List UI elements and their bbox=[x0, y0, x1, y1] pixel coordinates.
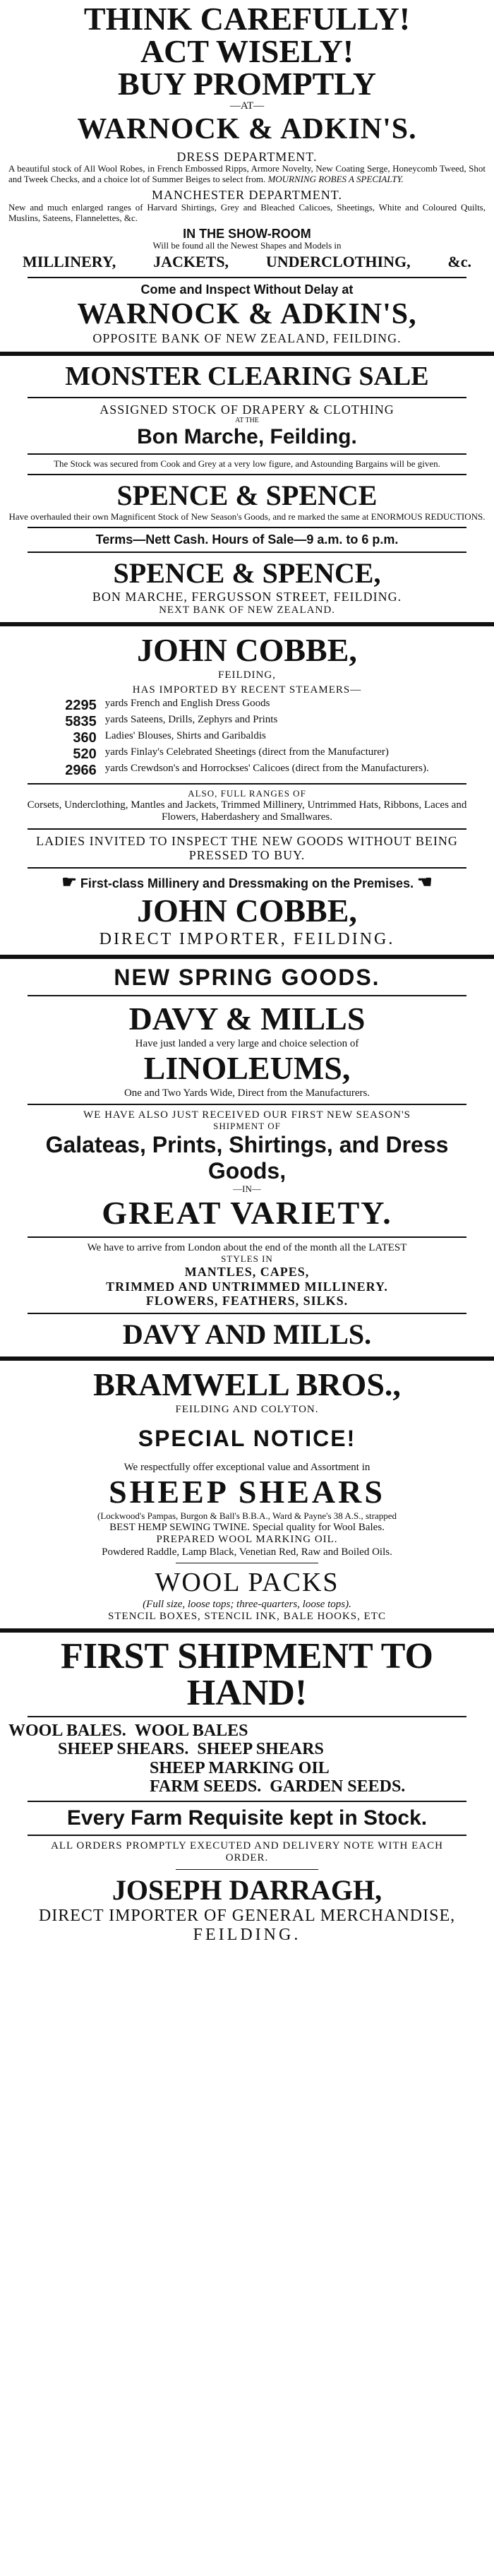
bramwell-bros-ad bbox=[8, 1366, 486, 1623]
in-label: —IN— bbox=[233, 1183, 261, 1194]
arrive-text: We have to arrive from London about the end of the month all the LATEST bbox=[87, 1241, 407, 1253]
divider bbox=[28, 1801, 466, 1802]
manchester-heading: MANCHESTER DEPARTMENT. bbox=[152, 188, 342, 203]
manchester-text: New and much enlarged ranges of Harvard Shirtings, Grey and Bleached Calicoes, Sheetings, White and Coloured Quilts, Muslins, Sateens, Flannelettes, &c. bbox=[8, 201, 486, 223]
divider bbox=[28, 1716, 466, 1717]
raddle-text: Powdered Raddle, Lamp Black, Venetian Red, Raw and Boiled Oils. bbox=[102, 1546, 392, 1558]
styles-in: STYLES IN bbox=[221, 1253, 273, 1265]
headline-buy: BUY PROMPTLY bbox=[118, 66, 376, 102]
sale-title: MONSTER CLEARING SALE bbox=[65, 361, 429, 391]
flowers: FLOWERS, FEATHERS, SILKS. bbox=[145, 1294, 349, 1308]
millinery-line: ☛ First-class Millinery and Dressmaking on the Premises. ☚ bbox=[61, 873, 433, 893]
store-name: Bon Marche, Feilding. bbox=[137, 424, 357, 448]
item-millinery: MILLINERY, bbox=[23, 253, 116, 271]
terms-text: Terms—Nett Cash. Hours of Sale—9 a.m. to 6 p.m. bbox=[95, 532, 399, 547]
firm-name: JOSEPH DARRAGH, bbox=[112, 1873, 382, 1906]
davy-mills-ad bbox=[8, 965, 486, 1351]
list-item: 520 yards Finlay's Celebrated Sheetings (direct from the Manufacturer) bbox=[73, 746, 389, 763]
dress-heading: DRESS DEPARTMENT. bbox=[176, 149, 318, 164]
direct-importer: DIRECT IMPORTER OF GENERAL MERCHANDISE, bbox=[38, 1906, 456, 1925]
shears-text: (Lockwood's Pampas, Burgon & Ball's B.B.A., Ward & Payne's 38 A.S., strapped bbox=[97, 1510, 397, 1522]
goods-row-sheep-shears: SHEEP SHEARS. SHEEP SHEARS bbox=[58, 1740, 324, 1759]
pointing-hand-left-icon: ☚ bbox=[417, 873, 433, 893]
at-label: —AT— bbox=[229, 100, 265, 112]
divider bbox=[28, 995, 466, 996]
firm-name-2: JOHN COBBE, bbox=[137, 892, 357, 929]
goods-list: Galateas, Prints, Shirtings, and Dress Goods, bbox=[45, 1132, 449, 1184]
ad-separator bbox=[0, 622, 494, 626]
ranges-text: Corsets, Underclothing, Mantles and Jackets, Trimmed Millinery, Untrimmed Hats, Ribbons, Laces and Flowers, Haberdashery and Smallwares. bbox=[27, 799, 467, 823]
twine-text: BEST HEMP SEWING TWINE. Special quality for Wool Bales. bbox=[109, 1522, 385, 1534]
great-variety: GREAT VARIETY. bbox=[102, 1194, 392, 1231]
headline-think: THINK CAREFULLY! bbox=[83, 1, 411, 37]
stencil-text: STENCIL BOXES, STENCIL INK, BALE HOOKS, ETC bbox=[108, 1610, 386, 1622]
firm-name-2: SPENCE & SPENCE, bbox=[113, 556, 381, 589]
shipment-of: SHIPMENT OF bbox=[213, 1121, 281, 1132]
town: FEILDING, bbox=[218, 669, 276, 681]
firm-name-2: WARNOCK & ADKIN'S, bbox=[77, 297, 417, 330]
divider bbox=[28, 1104, 466, 1105]
store-address: BON MARCHE, FERGUSSON STREET, FEILDING. bbox=[92, 589, 402, 604]
sheep-shears: SHEEP SHEARS bbox=[109, 1474, 385, 1510]
goods-lines bbox=[8, 1722, 486, 1796]
imports-list bbox=[61, 698, 433, 779]
firm-name: JOHN COBBE, bbox=[137, 631, 357, 668]
divider bbox=[28, 397, 466, 398]
firm-name: DAVY & MILLS bbox=[128, 1000, 366, 1037]
linoleums-text: One and Two Yards Wide, Direct from the Manufacturers. bbox=[124, 1087, 370, 1099]
showroom-text: Will be found all the Newest Shapes and Models in bbox=[152, 240, 342, 251]
ad-separator bbox=[0, 1356, 494, 1361]
headline-act: ACT WISELY! bbox=[140, 33, 354, 69]
overhauled-text: Have overhauled their own Magnificent Stock of New Season's Goods, and re marked the same at ENORMOUS REDUCTIONS. bbox=[8, 511, 486, 523]
warnock-adkins-ad bbox=[8, 3, 486, 346]
direct-importer: DIRECT IMPORTER, FEILDING. bbox=[99, 929, 395, 948]
showroom-items bbox=[8, 251, 486, 273]
goods-row-wool-bales: WOOL BALES. WOOL BALES bbox=[8, 1722, 248, 1741]
come-inspect: Come and Inspect Without Delay at bbox=[140, 282, 354, 297]
divider bbox=[28, 527, 466, 528]
spring-title: NEW SPRING GOODS. bbox=[114, 965, 380, 991]
divider bbox=[28, 474, 466, 475]
divider bbox=[28, 1236, 466, 1238]
next-bank: NEXT BANK OF NEW ZEALAND. bbox=[159, 604, 335, 616]
every-requisite: Every Farm Requisite kept in Stock. bbox=[66, 1806, 428, 1830]
divider bbox=[28, 1835, 466, 1836]
mantles: MANTLES, CAPES, bbox=[184, 1265, 310, 1279]
trimmed: TRIMMED AND UNTRIMMED MILLINERY. bbox=[106, 1279, 388, 1294]
ladies-invite: LADIES INVITED TO INSPECT THE NEW GOODS WITHOUT BEING PRESSED TO BUY. bbox=[36, 833, 458, 863]
item-jackets: JACKETS, bbox=[153, 253, 229, 271]
divider bbox=[28, 867, 466, 869]
goods-row-marking-oil: SHEEP MARKING OIL bbox=[150, 1758, 330, 1777]
divider bbox=[28, 453, 466, 455]
packs-text: (Full size, loose tops; three-quarters, loose tops). bbox=[143, 1598, 351, 1610]
item-underclothing: UNDERCLOTHING, bbox=[265, 253, 411, 271]
oil-text: PREPARED WOOL MARKING OIL. bbox=[156, 1534, 338, 1546]
ad-separator bbox=[0, 352, 494, 356]
spence-spence-ad bbox=[8, 362, 486, 616]
item-etc: &c. bbox=[447, 253, 471, 271]
list-item: 2966 yards Crewdson's and Horrockses' Calicoes (direct from the Manufacturers). bbox=[65, 763, 429, 779]
special-notice: SPECIAL NOTICE! bbox=[138, 1426, 356, 1452]
landed-text: Have just landed a very large and choice selection of bbox=[135, 1037, 359, 1049]
sale-subtitle: ASSIGNED STOCK OF DRAPERY & CLOTHING bbox=[100, 402, 394, 417]
firm-name: SPENCE & SPENCE bbox=[116, 479, 378, 512]
john-cobbe-ad bbox=[8, 632, 486, 949]
received-text: WE HAVE ALSO JUST RECEIVED OUR FIRST NEW SEASON'S bbox=[83, 1109, 411, 1121]
goods-row-seeds: FARM SEEDS. GARDEN SEEDS. bbox=[150, 1777, 406, 1796]
divider bbox=[28, 551, 466, 553]
orders-text: ALL ORDERS PROMPTLY EXECUTED AND DELIVERY NOTE WITH EACH ORDER. bbox=[51, 1840, 443, 1864]
ad-separator bbox=[0, 955, 494, 959]
firm-name-2: DAVY AND MILLS. bbox=[122, 1318, 372, 1351]
firm-name: BRAMWELL BROS., bbox=[93, 1366, 401, 1403]
address: OPPOSITE BANK OF NEW ZEALAND, FEILDING. bbox=[92, 331, 402, 346]
showroom-heading: IN THE SHOW-ROOM bbox=[183, 226, 311, 241]
firm-name: WARNOCK & ADKIN'S. bbox=[77, 113, 417, 146]
ad-separator bbox=[0, 1628, 494, 1633]
dress-text: A beautiful stock of All Wool Robes, in French Embossed Ripps, Armore Novelty, New Coating Serge, Honeycomb Tweed, Shot and Tweek Checks, and a choice lot of Summer Beiges to select from. MOURNING ROBES A SPECIALTY. bbox=[8, 163, 486, 185]
linoleums: LINOLEUMS, bbox=[143, 1050, 351, 1087]
shipment-title: FIRST SHIPMENT TO HAND! bbox=[61, 1636, 433, 1714]
pointing-hand-right-icon: ☛ bbox=[61, 873, 77, 893]
wool-packs: WOOL PACKS bbox=[155, 1567, 339, 1597]
list-item: 2295 yards French and English Dress Goods bbox=[65, 698, 270, 714]
imported-heading: HAS IMPORTED BY RECENT STEAMERS— bbox=[132, 684, 362, 696]
list-item: 5835 yards Sateens, Drills, Zephyrs and Prints bbox=[65, 714, 278, 730]
offer-text: We respectfully offer exceptional value and Assortment in bbox=[124, 1462, 370, 1473]
town: FEILDING. bbox=[193, 1926, 301, 1945]
divider bbox=[28, 277, 466, 278]
list-item: 360 Ladies' Blouses, Shirts and Garibaldis bbox=[73, 730, 266, 746]
divider bbox=[28, 828, 466, 830]
at-the-label: AT THE bbox=[235, 417, 259, 425]
also-heading: ALSO, FULL RANGES OF bbox=[188, 788, 306, 799]
joseph-darragh-ad bbox=[8, 1638, 486, 1945]
towns: FEILDING AND COLYTON. bbox=[175, 1403, 319, 1415]
divider bbox=[176, 1869, 319, 1870]
divider bbox=[28, 1313, 466, 1314]
divider bbox=[28, 783, 466, 785]
stock-text: The Stock was secured from Cook and Grey at a very low figure, and Astounding Bargains will be given. bbox=[54, 458, 440, 470]
